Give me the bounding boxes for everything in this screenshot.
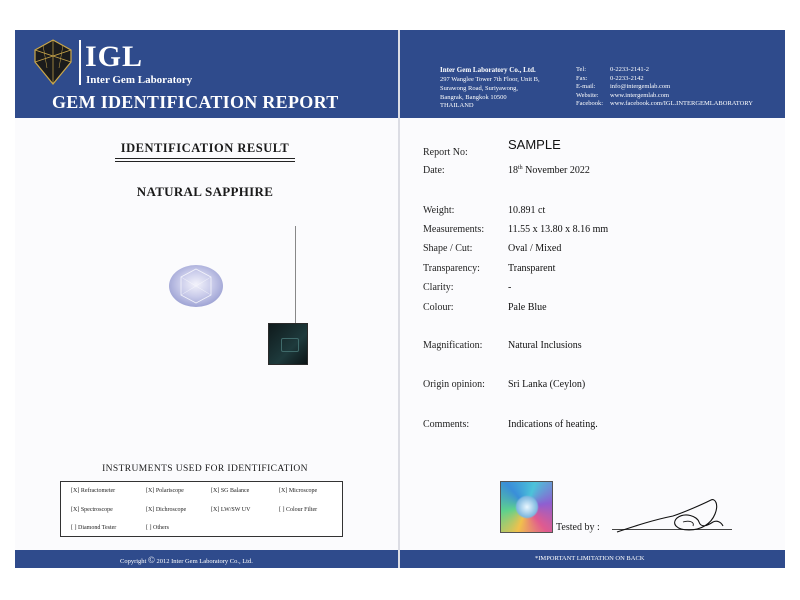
check-mark: [X] [279,488,288,494]
field-value-comments: Indications of heating. [508,419,598,430]
contact-label: Tel: [576,66,587,73]
field-value-measurements: 11.55 x 13.80 x 8.16 mm [508,224,609,235]
field-value-clarity: - [508,282,512,293]
date-rest: November 2022 [525,165,590,176]
signature [615,492,735,538]
copyright-prefix: Copyright [120,558,147,565]
contact-value: 0-2233-2142 [610,74,644,82]
lab-name: Inter Gem Laboratory Co., Ltd. [440,66,536,74]
instrument-item [146,507,186,513]
instrument-item [146,488,184,494]
date-suffix: th [518,165,523,171]
report-no-value: SAMPLE [508,137,561,152]
field-label-comments: Comments: [423,419,470,430]
instrument-name: Others [153,525,169,531]
hologram-pin [295,226,296,326]
instrument-item [146,525,169,531]
lab-contacts [576,66,753,109]
lab-address [440,76,590,111]
instruments-box [60,481,343,537]
instrument-item [211,488,249,494]
check-mark: [ ] [146,525,152,531]
instruments-heading: INSTRUMENTS USED FOR IDENTIFICATION [102,464,308,474]
instrument-name: Dichroscope [155,507,187,513]
contact-value: www.intergemlab.com [610,91,670,99]
date-day: 18 [508,165,518,176]
field-label-origin: Origin opinion: [423,379,485,390]
contact-value: info@intergemlab.com [610,83,671,90]
instrument-item [211,507,250,513]
instrument-name: Diamond Tester [78,525,117,531]
logo-divider [79,40,81,85]
tested-by-label: Tested by : [556,522,600,533]
field-label-clarity: Clarity: [423,282,454,293]
copyright [120,555,253,565]
instrument-item [279,507,317,513]
limitation-note: *IMPORTANT LIMITATION ON BACK [535,555,645,562]
contact-label: Fax: [576,74,588,82]
contact-value: www.facebook.com/IGL.INTERGEMLABORATORY [610,100,753,107]
check-mark: [X] [211,507,220,513]
date-value [508,165,590,176]
hologram-sticker [500,481,553,533]
instrument-item [71,525,116,531]
instrument-name: Spectroscope [80,507,113,513]
address-line: Surawong Road, Suriyawong, [440,84,518,92]
field-label-weight: Weight: [423,205,455,216]
field-value-colour: Pale Blue [508,302,547,313]
field-label-transparency: Transparency: [423,263,480,274]
instrument-item [71,488,115,494]
check-mark: [X] [146,507,155,513]
address-line: Bangrak, Bangkok 10500 [440,93,507,101]
instrument-name: SG Balance [220,488,250,494]
field-label-shape: Shape / Cut: [423,243,473,254]
address-line: 297 Wanglee Tower 7th Floor, Unit B, [440,76,540,83]
contact-website [576,92,753,101]
sapphire-photo [167,263,225,309]
check-mark: [X] [71,507,80,513]
contact-value: 0-2233-2141-2 [610,66,649,73]
identification-result-heading: IDENTIFICATION RESULT [115,140,295,159]
instrument-name: Colour Filter [286,507,318,513]
field-value-transparency: Transparent [508,263,556,274]
instrument-name: LW/SW UV [220,507,251,513]
contact-email [576,83,753,92]
security-chip [268,323,308,365]
check-mark: [X] [71,488,80,494]
field-value-origin: Sri Lanka (Ceylon) [508,379,586,390]
logo-subtitle: Inter Gem Laboratory [86,74,193,86]
field-label-measurements: Measurements: [423,224,485,235]
contact-label: Facebook: [576,100,604,107]
instrument-name: Refractometer [80,488,116,494]
address-line: THAILAND [440,102,474,110]
gem-report-certificate [15,30,785,568]
report-no-label: Report No: [423,147,468,158]
instrument-name: Microscope [288,488,318,494]
page-fold [398,30,400,568]
check-mark: [ ] [279,507,285,513]
contact-facebook [576,100,753,109]
check-mark: [X] [211,488,220,494]
field-label-colour: Colour: [423,302,454,313]
contact-tel [576,66,753,75]
contact-label: Website: [576,91,599,99]
instrument-item [279,488,317,494]
field-value-weight: 10.891 ct [508,205,546,216]
field-label-magnification: Magnification: [423,340,483,351]
contact-fax [576,75,753,84]
logo-text: IGL [85,40,144,73]
report-title: GEM IDENTIFICATION REPORT [52,92,339,112]
date-label: Date: [423,165,445,176]
gem-logo-icon [33,38,73,86]
instrument-name: Polariscope [155,488,184,494]
field-value-shape: Oval / Mixed [508,243,562,254]
check-mark: [X] [146,488,155,494]
contact-label: E-mail: [576,83,596,90]
stone-name: NATURAL SAPPHIRE [136,184,274,199]
check-mark: [ ] [71,525,77,531]
instrument-item [71,507,113,513]
field-value-magnification: Natural Inclusions [508,340,582,351]
copyright-symbol: © [148,555,155,565]
copyright-text: 2012 Inter Gem Laboratory Co., Ltd. [156,558,253,565]
